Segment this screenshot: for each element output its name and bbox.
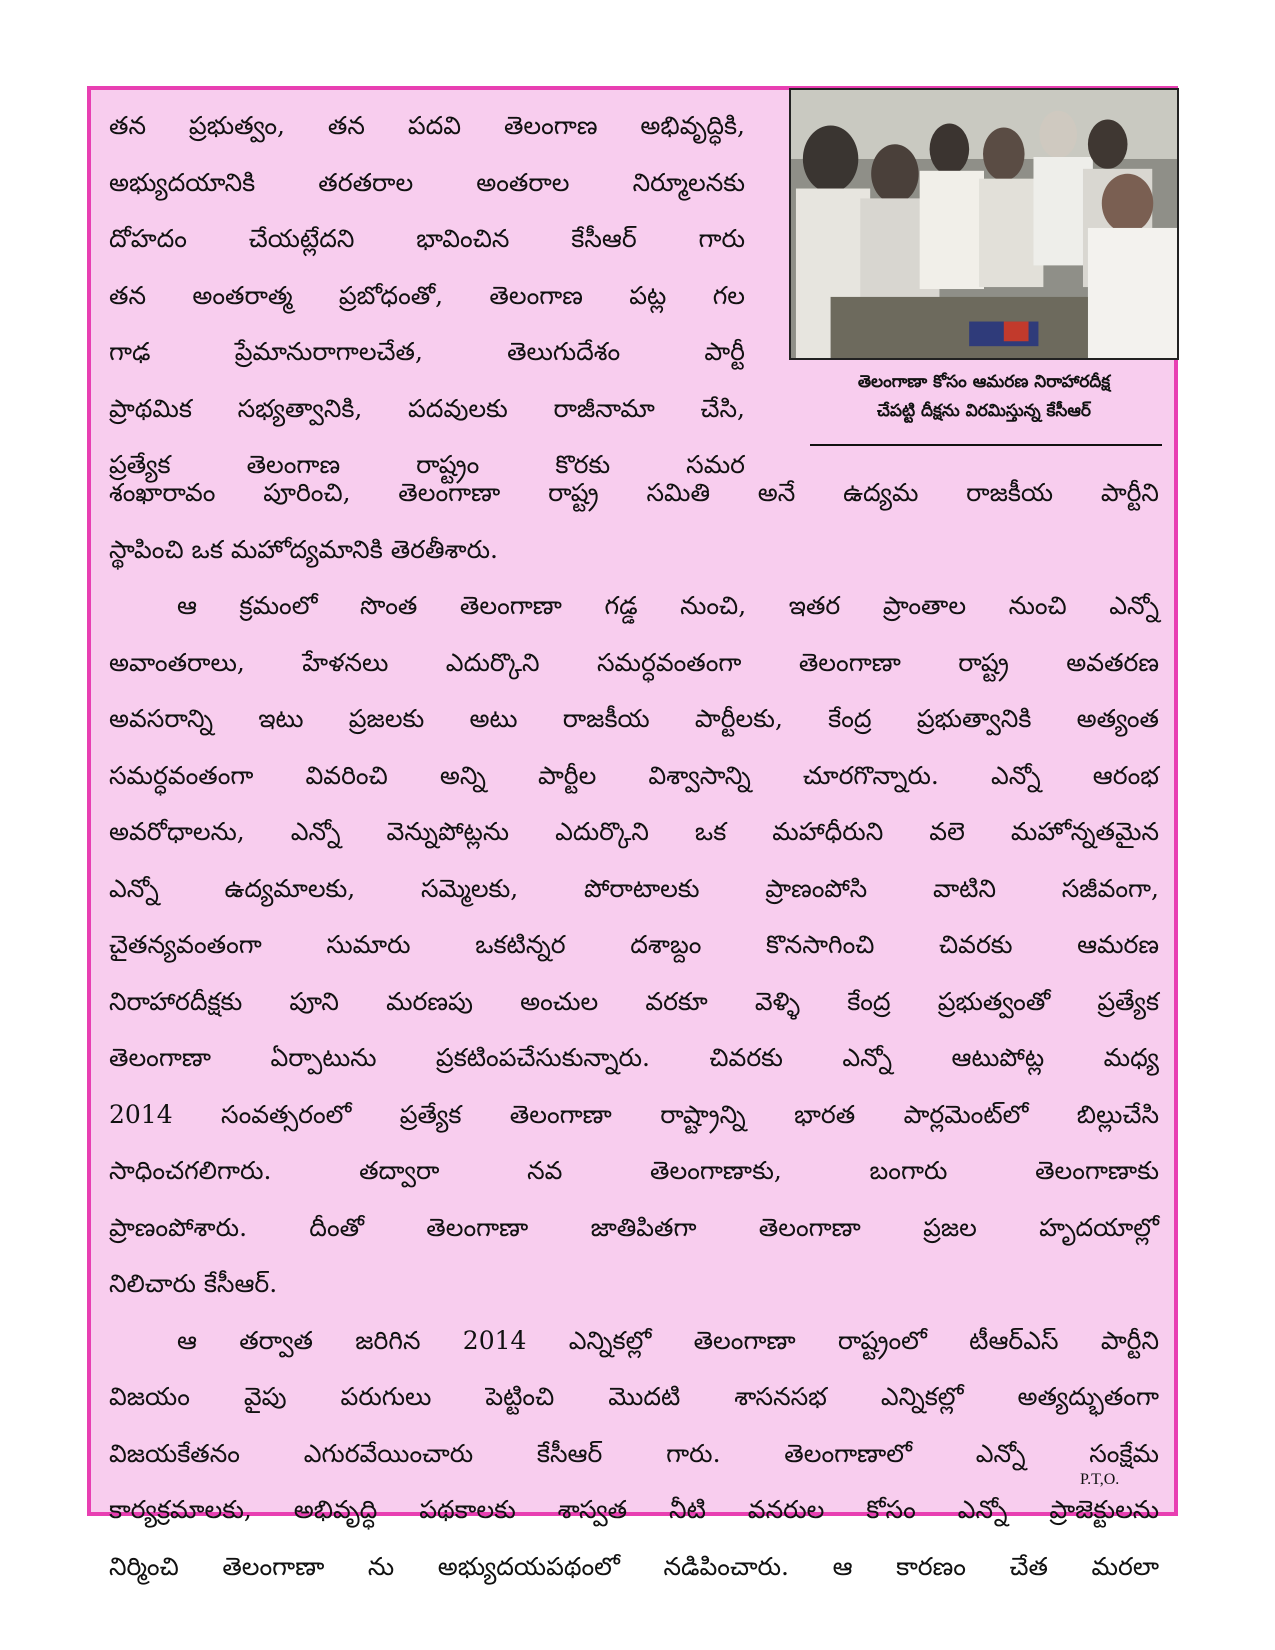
text-line: నిర్మించి తెలంగాణా ను అభ్యుదయపథంలో నడిపించారు. ఆ కారణం చేత మరలా: [109, 1551, 1159, 1581]
news-photo: [789, 88, 1179, 360]
caption-divider: [810, 444, 1162, 446]
text-line: విజయకేతనం ఎగురవేయించారు కేసీఆర్ గారు. తెలంగాణాలో ఎన్నో సంక్షేమ: [109, 1438, 1159, 1468]
text-line: 2014 సంవత్సరంలో ప్రత్యేక తెలంగాణా రాష్ట్రాన్ని భారత పార్లమెంట్‌లో బిల్లుచేసి: [109, 1099, 1159, 1129]
body-text-wide: [109, 465, 1159, 1595]
text-line: గాఢ ప్రేమానురాగాలచేత, తెలుగుదేశం పార్టీ: [109, 337, 745, 366]
text-line: సాధించగలిగారు. తద్వారా నవ తెలంగాణాకు, బంగారు తెలంగాణాకు: [109, 1156, 1159, 1185]
text-line: ఆ తర్వాత జరిగిన 2014 ఎన్నికల్లో తెలంగాణా రాష్ట్రంలో టీఆర్ఎస్ పార్టీని: [177, 1325, 1159, 1355]
text-line: విజయం వైపు పరుగులు పెట్టించి మొదటి శాసనసభ ఎన్నికల్లో అత్యద్భుతంగా: [109, 1382, 1159, 1411]
text-line: స్థాపించి ఒక మహోద్యమానికి తెరతీశారు.: [109, 534, 498, 564]
text-line: దోహదం చేయట్లేదని భావించిన కేసీఆర్ గారు: [109, 224, 745, 253]
text-line: నిలిచారు కేసీఆర్.: [109, 1269, 278, 1298]
text-line: తన అంతరాత్మ ప్రబోధంతో, తెలంగాణ పట్ల గల: [109, 280, 745, 310]
text-line: చైతన్యవంతంగా సుమారు ఒకటిన్నర దశాబ్దం కొనసాగించి చివరకు ఆమరణ: [109, 930, 1159, 959]
text-line: ఆ క్రమంలో సొంత తెలంగాణా గడ్డ నుంచి, ఇతర ప్రాంతాల నుంచి ఎన్నో: [177, 591, 1159, 620]
text-line: తన ప్రభుత్వం, తన పదవి తెలంగాణ అభివృద్ధికి,: [109, 111, 745, 140]
text-line: ప్రాణంపోశారు. దీంతో తెలంగాణా జాతిపితగా తెలంగాణా ప్రజల హృదయాల్లో: [109, 1212, 1159, 1242]
text-line: అవాంతరాలు, హేళనలు ఎదుర్కొని సమర్ధవంతంగా తెలంగాణా రాష్ట్ర అవతరణ: [109, 647, 1159, 677]
photo-caption: [789, 368, 1179, 426]
text-line: ప్రాథమిక సభ్యత్వానికి, పదవులకు రాజీనామా చేసి,: [109, 393, 745, 423]
text-line: సమర్ధవంతంగా వివరించి అన్ని పార్టీల విశ్వాసాన్ని చూరగొన్నారు. ఎన్నో ఆరంభ: [109, 760, 1159, 790]
caption-line: చేపట్టి దీక్షను విరమిస్తున్న కేసీఆర్: [877, 401, 1091, 421]
text-line: తెలంగాణా ఏర్పాటును ప్రకటింపచేసుకున్నారు. చివరకు ఎన్నో ఆటుపోట్ల మధ్య: [109, 1043, 1159, 1072]
text-line: ఎన్నో ఉద్యమాలకు, సమ్మెలకు, పోరాటాలకు ప్రాణంపోసి వాటిని సజీవంగా,: [109, 873, 1159, 903]
pto-label: P.T,O.: [1080, 1471, 1120, 1488]
text-line: కార్యక్రమాలకు, అభివృద్ధి పథకాలకు శాస్వత నీటి వనరుల కోసం ఎన్నో ప్రాజెక్టులను: [109, 1495, 1159, 1524]
text-line: అవరోధాలను, ఎన్నో వెన్నుపోట్లను ఎదుర్కొని ఒక మహాధీరుని వలె మహోన్నతమైన: [109, 817, 1159, 846]
text-line: శంఖారావం పూరించి, తెలంగాణా రాష్ట్ర సమితి అనే ఉద్యమ రాజకీయ పార్టీని: [109, 478, 1159, 507]
text-line: నిరాహారదీక్షకు పూని మరణపు అంచుల వరకూ వెళ్ళి కేంద్ర ప్రభుత్వంతో ప్రత్యేక: [109, 986, 1159, 1016]
body-text-narrow: [109, 98, 745, 494]
text-line: ప్రత్యేక తెలంగాణ రాష్ట్రం కొరకు సమర: [109, 450, 745, 479]
text-line: అవసరాన్ని ఇటు ప్రజలకు అటు రాజకీయ పార్టీలకు, కేంద్ర ప్రభుత్వానికి అత్యంత: [109, 704, 1159, 733]
text-line: అభ్యుదయానికి తరతరాల అంతరాల నిర్మూలనకు: [109, 167, 745, 197]
caption-line: తెలంగాణా కోసం ఆమరణ నిరాహారదీక్ష: [857, 372, 1111, 392]
